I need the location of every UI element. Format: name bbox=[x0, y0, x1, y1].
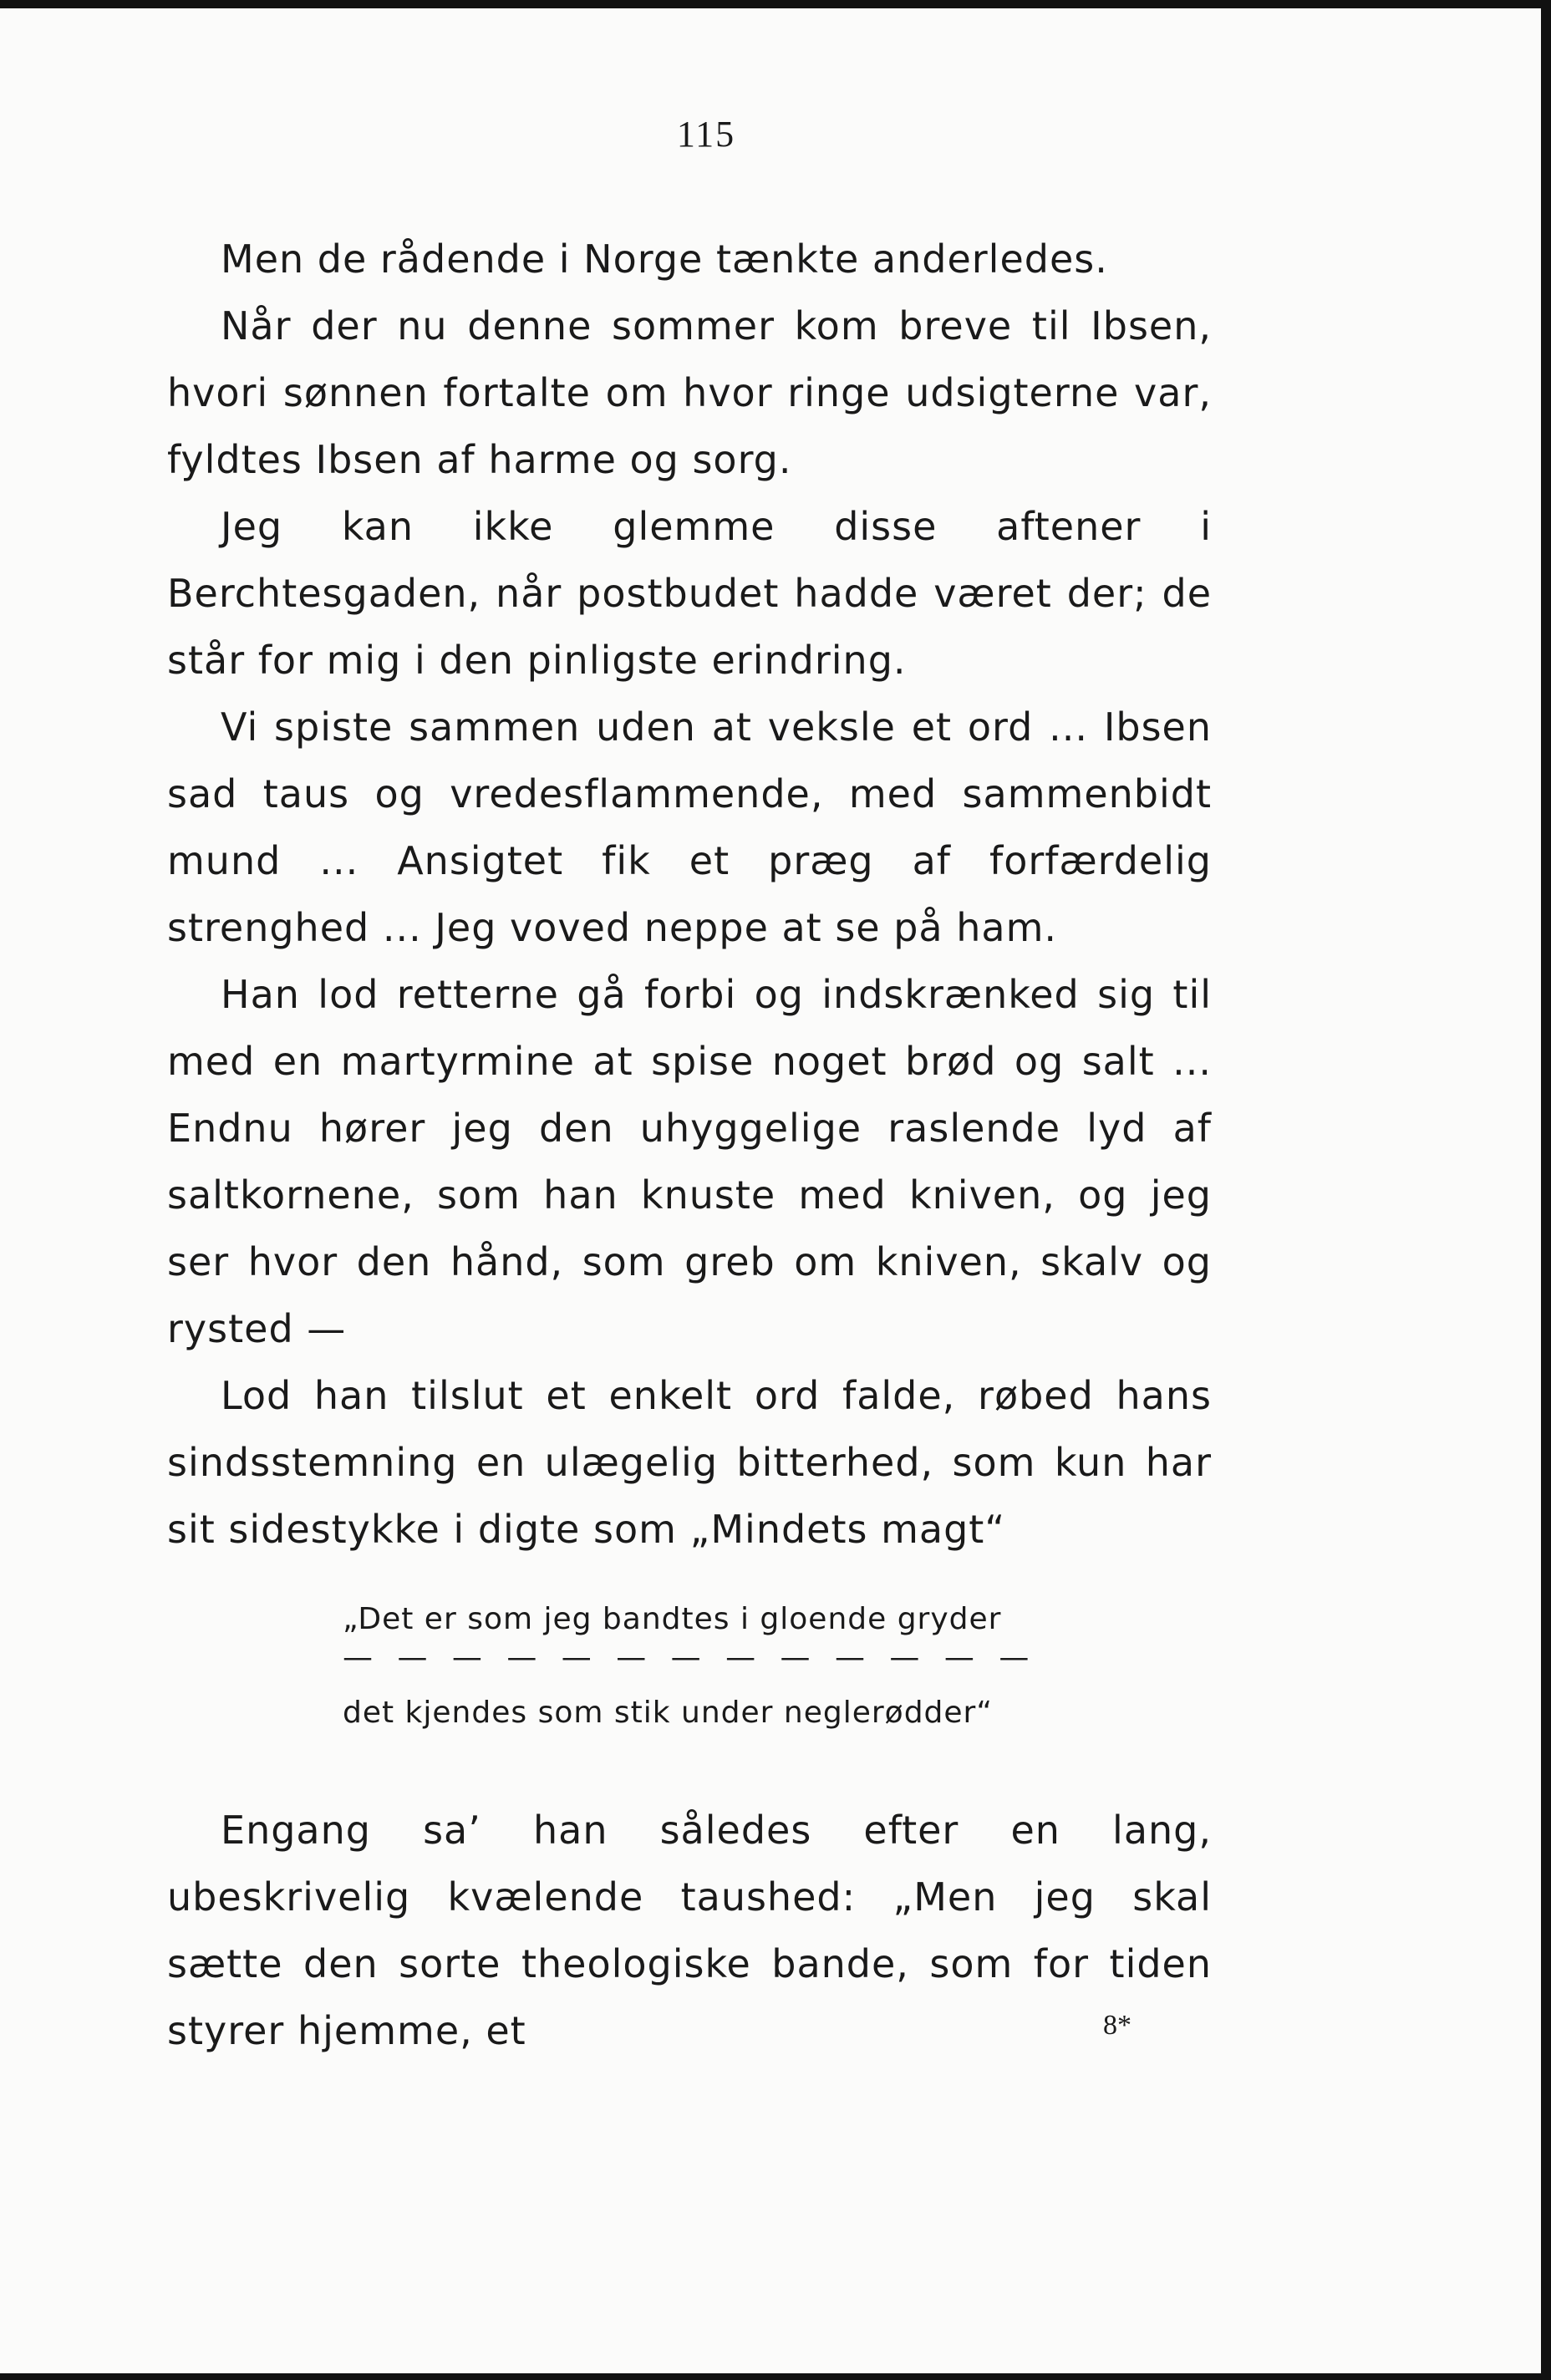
body-text bbox=[167, 226, 1212, 1563]
verse-dashes: — — — — — — — — — — — — — bbox=[343, 1640, 1037, 1675]
paragraph-3: Jeg kan ikke glemme disse aftener i Berchtesgaden, når postbudet hadde været der; de står for mig i den pinligste erindring. bbox=[167, 504, 1212, 683]
paragraph-7: Engang sa’ han således efter en lang, ubeskrivelig kvælende taushed: „Men jeg skal sætte den sorte theologiske bande, som for tiden styrer hjemme, et bbox=[167, 1808, 1212, 2053]
verse-gap bbox=[343, 1673, 1011, 1690]
page-number: 115 bbox=[676, 114, 736, 155]
verse-quote bbox=[343, 1596, 1037, 1737]
body-text-closing bbox=[167, 1797, 1212, 2064]
paragraph-5: Han lod retterne gå forbi og indskrænked sig til med en martyrmine at spise noget brød og salt ... Endnu hører jeg den uhyggelige raslende lyd af saltkornene, som han knuste med kniven, og jeg ser hvor den hånd, som greb om kniven, skalv og rysted — bbox=[167, 972, 1212, 1351]
verse-line-1: „Det er som jeg bandtes i gloende gryder bbox=[343, 1602, 1002, 1636]
paragraph-4: Vi spiste sammen uden at veksle et ord ... Ibsen sad taus og vredesflammende, med sammenbidt mund ... Ansigtet fik et præg af forfærdelig strenghed ... Jeg voved neppe at se på ham. bbox=[167, 704, 1212, 950]
paragraph-1: Men de rådende i Norge tænkte anderledes. bbox=[221, 236, 1108, 282]
signature-mark: 8* bbox=[1103, 2010, 1131, 2041]
verse-line-2: det kjendes som stik under neglerødder“ bbox=[343, 1696, 994, 1730]
paragraph-2: Når der nu denne sommer kom breve til Ibsen, hvori sønnen fortalte om hvor ringe udsigterne var, fyldtes Ibsen af harme og sorg. bbox=[167, 303, 1212, 482]
paragraph-6: Lod han tilslut et enkelt ord falde, røbed hans sindsstemning en ulægelig bitterhed, som kun har sit sidestykke i digte som „Mindets magt“ bbox=[167, 1373, 1212, 1552]
